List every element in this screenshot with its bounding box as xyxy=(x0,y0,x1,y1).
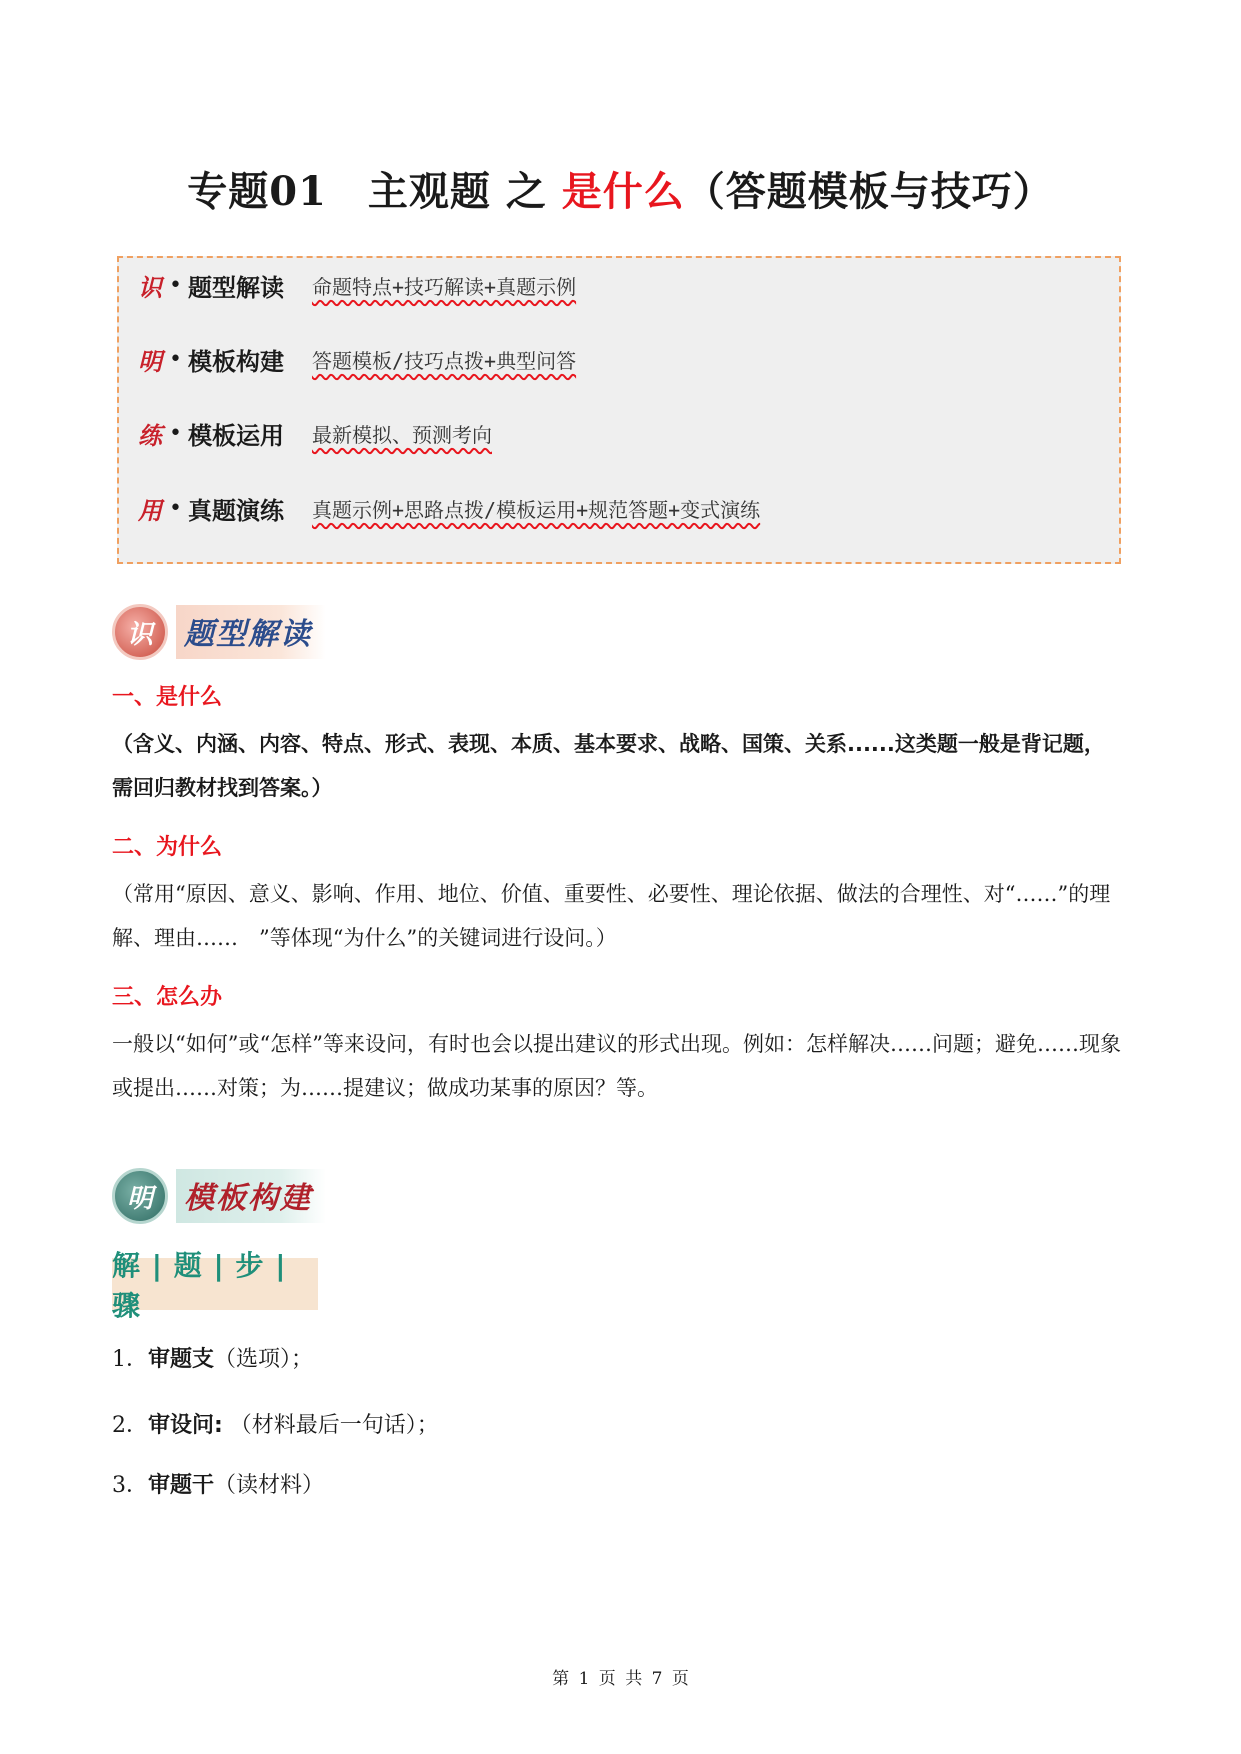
heading-what: 一、是什么 xyxy=(112,685,223,710)
section-header-type-analysis xyxy=(112,602,326,662)
step-note: （材料最后一句话）； xyxy=(222,1413,439,1438)
paragraph-what: （含义、内涵、内容、特点、形式、表现、本质、基本要求、战略、国策、关系......这类题一般是背记题，需回归教材找到答案。） xyxy=(112,732,1105,800)
step-note: （读材料） xyxy=(214,1473,325,1498)
overview-desc: 命题特点+技巧解读+真题示例 xyxy=(311,274,577,299)
overview-desc: 最新模拟、预测考向 xyxy=(311,422,492,447)
step-item xyxy=(112,1468,324,1499)
step-title: 审题支 xyxy=(148,1347,215,1372)
steps-banner: 解 | 题 | 步 | 骤 xyxy=(112,1258,318,1310)
overview-name: 模板运用 xyxy=(187,421,284,450)
step-title: 审设问: xyxy=(148,1413,223,1438)
bullet-icon: • xyxy=(169,495,182,521)
step-number: 2． xyxy=(112,1413,148,1438)
bullet-icon: • xyxy=(169,420,182,446)
overview-row xyxy=(135,488,760,528)
step-note: （选项）； xyxy=(214,1347,314,1372)
overview-row xyxy=(135,265,576,305)
section-header-template xyxy=(112,1166,326,1226)
section-label: 模板构建 xyxy=(176,1169,326,1223)
overview-badge: 明 xyxy=(138,346,162,376)
overview-row xyxy=(135,413,492,453)
step-number: 3． xyxy=(112,1473,148,1498)
section-badge-icon: 识 xyxy=(112,604,168,660)
section-badge-icon: 明 xyxy=(112,1168,168,1224)
overview-name: 题型解读 xyxy=(187,273,284,302)
step-number: 1． xyxy=(112,1347,148,1372)
heading-why: 二、为什么 xyxy=(112,835,223,860)
overview-name: 真题演练 xyxy=(187,496,284,525)
step-item xyxy=(112,1408,439,1439)
paragraph-how: 一般以“如何”或“怎样”等来设问，有时也会以提出建议的形式出现。例如：怎样解决……问题；避免……现象或提出……对策；为……提建议；做成功某事的原因？等。 xyxy=(112,1032,1121,1100)
title-prefix: 专题01 主观题 之 xyxy=(187,168,562,215)
overview-row xyxy=(135,339,576,379)
heading-how: 三、怎么办 xyxy=(112,985,223,1010)
step-title: 审题干 xyxy=(148,1473,215,1498)
page-footer: 第 1 页 共 7 页 xyxy=(552,1669,689,1689)
page-title xyxy=(0,160,1241,217)
overview-desc: 真题示例+思路点拨/模板运用+规范答题+变式演练 xyxy=(311,497,761,522)
overview-name: 模板构建 xyxy=(187,347,284,376)
paragraph-why: （常用“原因、意义、影响、作用、地位、价值、重要性、必要性、理论依据、做法的合理性、对“……”的理解、理由…… ”等体现“为什么”的关键词进行设问。） xyxy=(112,882,1111,950)
overview-badge: 用 xyxy=(138,495,162,525)
title-suffix: （答题模板与技巧） xyxy=(684,168,1054,215)
overview-badge: 识 xyxy=(138,272,162,302)
bullet-icon: • xyxy=(169,272,182,298)
section-label: 题型解读 xyxy=(176,605,326,659)
overview-badge: 练 xyxy=(138,420,162,450)
title-highlight: 是什么 xyxy=(561,169,685,215)
bullet-icon: • xyxy=(169,346,182,372)
step-item xyxy=(112,1342,313,1373)
overview-desc: 答题模板/技巧点拨+典型问答 xyxy=(311,348,577,373)
overview-box xyxy=(117,256,1121,564)
